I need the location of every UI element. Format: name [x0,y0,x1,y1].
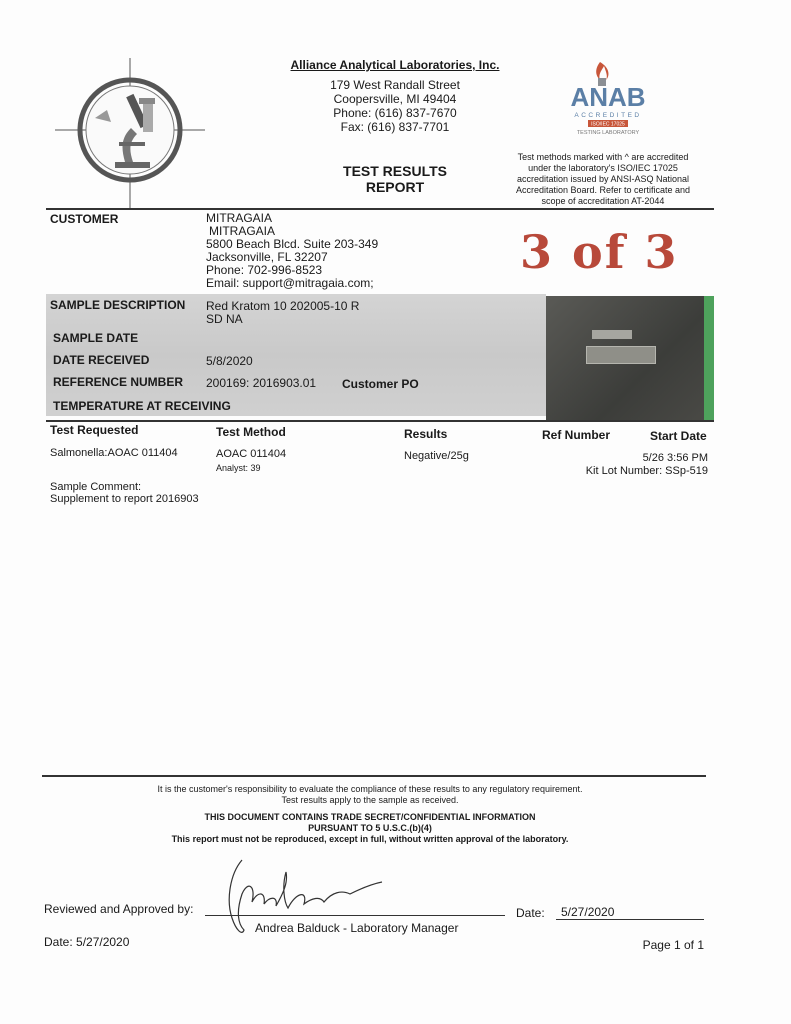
anab-flame-icon [548,58,668,138]
page-number: Page 1 of 1 [642,938,704,952]
lab-name: Alliance Analytical Laboratories, Inc. [290,58,500,72]
test-method: AOAC 011404 [216,448,287,460]
photo-edge [704,296,714,420]
test-requested: Salmonella:AOAC 011404 [50,447,178,459]
customer-email: Email: support@mitragaia.com; [206,276,374,290]
temperature-label: TEMPERATURE AT RECEIVING [53,399,231,413]
note-line: under the laboratory's ISO/IEC 17025 [528,163,678,173]
signer-name: Andrea Balduck - Laboratory Manager [255,921,459,935]
phone-line: Phone: (616) 837-7670 [333,106,457,120]
date-received-label: DATE RECEIVED [53,353,150,367]
signature-line [205,915,505,916]
sample-date-label: SAMPLE DATE [53,331,139,345]
customer-phone: Phone: 702-996-8523 [206,263,323,277]
confidential-notice: THIS DOCUMENT CONTAINS TRADE SECRET/CONFIDENTIAL INFORMATION [204,812,536,822]
note-line: accreditation issued by ANSI-ASQ National [516,174,690,184]
reference-number: 200169: 2016903.01 [206,376,317,390]
customer-label: CUSTOMER [50,212,119,226]
report-date: Date: 5/27/2020 [44,935,130,949]
page-stamp: 3 of 3 [520,225,679,279]
customer-city: Jacksonville, FL 32207 [206,250,328,264]
lab-address [230,78,560,134]
col-ref-number: Ref Number [542,428,611,442]
note-line: scope of accreditation AT-2044 [541,196,665,206]
reviewed-label: Reviewed and Approved by: [44,902,194,916]
col-results: Results [404,427,448,441]
date-line [556,919,704,920]
confidential-citation: PURSUANT TO 5 U.S.C.(b)(4) [308,823,432,833]
photo-label [592,330,632,339]
reference-label: REFERENCE NUMBER [53,375,184,389]
reproduction-notice: This report must not be reproduced, except in full, without written approval of the laboratory. [171,834,569,844]
lab-logo [55,58,205,208]
description-line: Red Kratom 10 202005-10 R [206,299,360,313]
report-title [300,163,490,195]
anab-standard: ISO/IEC 17025 [591,121,625,128]
customer-po-label: Customer PO [342,377,419,391]
report-title-line: REPORT [365,179,425,195]
applies-note: Test results apply to the sample as received. [281,795,459,805]
sample-description-label: SAMPLE DESCRIPTION [50,298,186,312]
start-date: 5/26 3:56 PM [642,452,708,464]
customer-street: 5800 Beach Blcd. Suite 203-349 [206,237,379,251]
address-line: 179 West Randall Street [330,78,460,92]
anab-logo [548,58,668,138]
approval-date: 5/27/2020 [561,905,615,919]
header-divider [46,208,714,210]
address-line: Coopersville, MI 49404 [333,92,457,106]
customer-name: MITRAGAIA [209,224,276,238]
sample-comment: Supplement to report 2016903 [50,493,199,505]
customer-name: MITRAGAIA [206,211,273,225]
note-line: Accreditation Board. Refer to certificate and [515,185,691,195]
footer-divider [42,775,706,777]
microscope-logo-icon [55,58,205,208]
result-value: Negative/25g [404,450,469,462]
note-line: Test methods marked with ^ are accredited [517,152,689,162]
accreditation-note [494,152,712,207]
approval-date-label: Date: [516,906,545,920]
col-test-requested: Test Requested [50,423,139,437]
sample-comment-label: Sample Comment: [50,481,142,493]
analyst: Analyst: 39 [216,463,261,473]
anab-sub: TESTING LABORATORY [576,130,640,136]
photo-label [586,346,656,364]
date-received: 5/8/2020 [206,354,253,368]
responsibility-note: It is the customer's responsibility to evaluate the compliance of these results to any regulatory requirement. [157,784,583,794]
customer-info [206,212,378,290]
description-line: SD NA [206,312,243,326]
band-divider [46,420,714,422]
kit-lot-number: Kit Lot Number: SSp-519 [585,465,708,477]
fax-line: Fax: (616) 837-7701 [340,120,450,134]
col-start-date: Start Date [650,429,707,443]
report-title-line: TEST RESULTS [343,163,447,179]
anab-accredited: ACCREDITED [574,112,642,119]
sample-photo [546,296,714,420]
anab-name: ANAB [570,82,646,112]
sample-description [206,300,359,326]
col-test-method: Test Method [216,425,286,439]
